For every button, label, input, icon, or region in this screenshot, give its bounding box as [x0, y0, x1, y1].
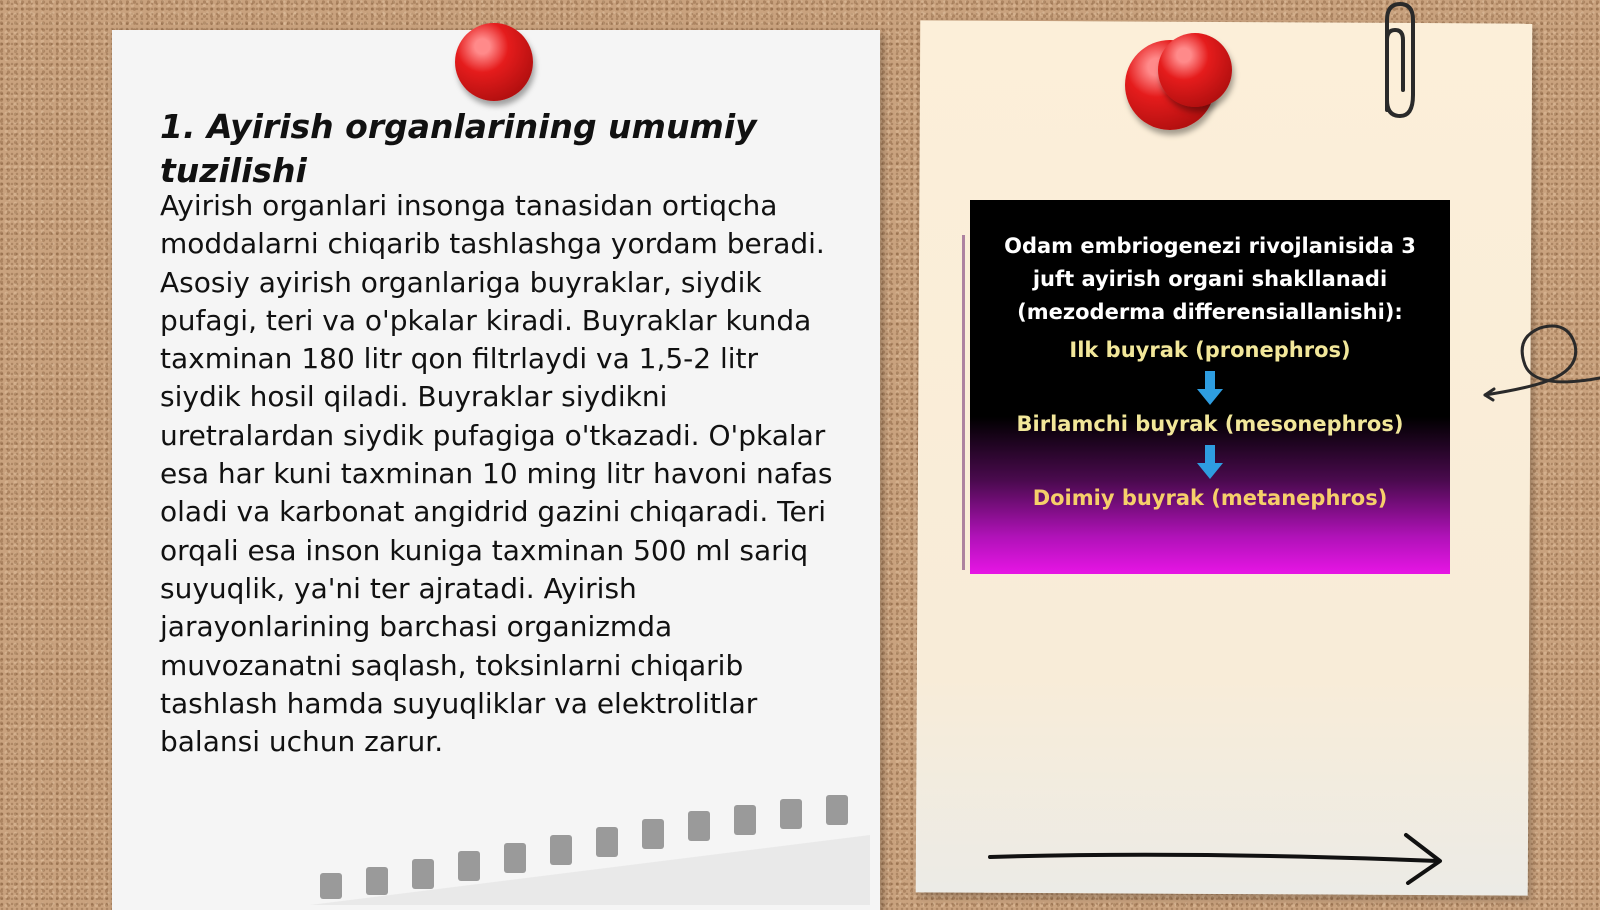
down-arrow-icon — [1197, 371, 1223, 405]
down-arrow-icon — [1197, 445, 1223, 479]
stage-mesonephros: Birlamchi buyrak (mesonephros) — [1016, 412, 1404, 436]
stage-pronephros: Ilk buyrak (pronephros) — [1069, 338, 1351, 362]
torn-tabs-decoration — [310, 795, 870, 905]
paperclip-icon — [1375, 0, 1425, 125]
slide-body-text: Ayirish organlari insonga tanasidan ortiqcha moddalarni chiqarib tashlashga yordam beradi. Asosiy ayirish organlariga buyraklar, siydik pufagi, teri va o'pkalar kiradi. Buyraklar kunda taxminan 180 litr qon filtrlaydi va 1,5-2 litr siydik hosil qiladi. Buyraklar siydikni uretralardan siydik pufagiga o'tkazadi. O'pkalar esa har kuni taxminan 10 ming litr havoni nafas oladi va karbonat angidrid gazini chiqaradi. Teri orqali esa inson kuniga taxminan 500 ml sariq suyuqlik, ya'ni ter ajratadi. Ayirish jarayonlarining barchasi organizmda muvozanatni saqlash, toksinlarni chiqarib tashlash hamda suyuqliklar va elektrolitlar balansi uchun zarur. — [160, 189, 833, 759]
right-arrow-icon — [988, 825, 1448, 885]
red-pushpin-icon — [1158, 33, 1232, 107]
stage-metanephros: Doimiy buyrak (metanephros) — [1032, 486, 1388, 510]
decorative-curl-icon — [1480, 310, 1600, 410]
slide-title: 1. Ayirish organlarining umumiy tuzilishi — [160, 107, 757, 190]
red-pushpin-icon — [455, 23, 533, 101]
embryo-intro-text: Odam embriogenezi rivojlanisida 3 juft ayirish organi shakllanadi (mezoderma differensiallanishi): — [1004, 234, 1416, 324]
embryogenesis-image — [970, 200, 1450, 574]
